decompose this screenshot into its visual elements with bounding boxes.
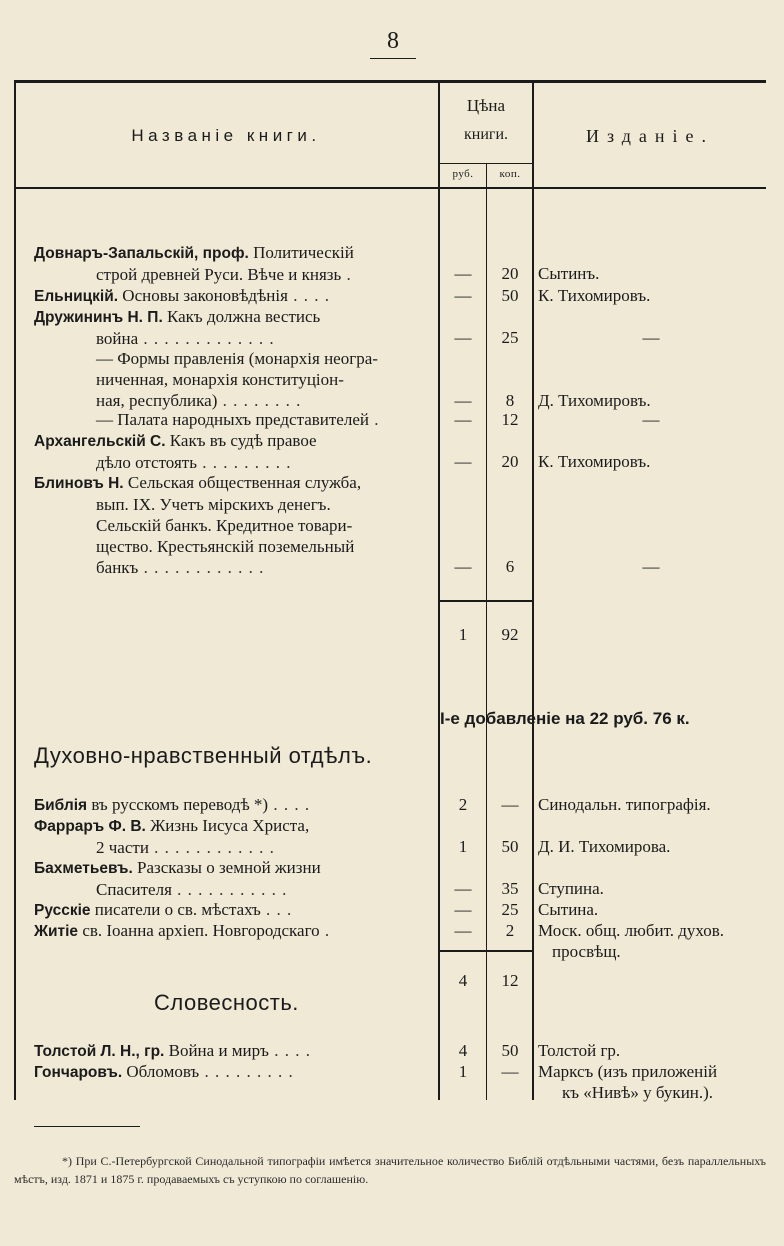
table-top-rule: [14, 80, 766, 83]
table-left-border: [14, 80, 16, 1100]
leader-dots: . . . . . . . . . . . .: [148, 838, 275, 857]
price-column-header-line2: книги.: [463, 126, 509, 143]
entry-text: св. Іоанна архіеп. Новгородскаго: [78, 921, 320, 940]
edition-publisher: —: [642, 557, 660, 576]
price-rub: 4: [458, 1041, 468, 1060]
entry-line: [34, 536, 432, 557]
leader-dots: . . . .: [287, 286, 330, 305]
page-number: 8: [387, 28, 399, 54]
entry-line: [34, 837, 432, 858]
entry-title: [34, 409, 432, 430]
price-kop: 6: [505, 557, 515, 576]
leader-dots: .: [341, 265, 352, 284]
entry-title: [34, 1040, 432, 1062]
entry-text: банкъ: [96, 558, 139, 577]
entry-line: [34, 794, 432, 816]
entry-line: [34, 348, 432, 369]
leader-dots: . . . . . . . . .: [199, 1062, 294, 1081]
entry-text: — Палата народныхъ представителей: [96, 410, 369, 429]
leader-dots: . . . .: [268, 1041, 311, 1060]
entry-text: ниченная, монархія конституціон-: [96, 370, 344, 389]
price-rub: —: [454, 557, 472, 576]
section-heading-spiritual: Духовно-нравственный отдѣлъ.: [34, 743, 373, 768]
leader-dots: . . . . . . . . . . .: [171, 880, 288, 899]
entry-line: [34, 899, 432, 921]
entry-text: строй древней Руси. Вѣче и князь: [96, 265, 342, 284]
col-divider-rub: [438, 82, 440, 1100]
price-rub: —: [454, 391, 472, 410]
entry-title: [34, 899, 432, 921]
entry-author: Гончаровъ.: [34, 1064, 123, 1081]
entry-line: [34, 515, 432, 536]
entry-author: Толстой Л. Н., гр.: [34, 1043, 165, 1060]
edition-publisher: Д. Тихомировъ.: [538, 391, 651, 410]
entry-line: [34, 242, 432, 264]
entry-line: [34, 409, 432, 430]
section2-sum-rule: [440, 950, 532, 952]
price-rub: —: [454, 286, 472, 305]
entry-author: Русскіе: [34, 902, 91, 919]
title-column-header: Названіе книги.: [131, 126, 321, 145]
entry-line: [34, 472, 432, 494]
entry-author: Блиновъ Н.: [34, 475, 124, 492]
entry-text: Война и миръ: [164, 1041, 269, 1060]
entry-line: [34, 920, 432, 942]
leader-dots: . . . . . . . . .: [196, 453, 292, 472]
price-kop: 25: [501, 328, 519, 347]
entry-line: [34, 494, 432, 515]
price-kop: 20: [501, 264, 519, 283]
footnote: *) При С.-Петербургской Синодальной типографіи имѣется значительное количество Библій отдѣльными частями, безъ параллельныхъ мѣстъ, изд. 1871 и 1875 г. продаваемыхъ съ уступкою по соглашенію.: [14, 1154, 766, 1186]
footnote-rule: [34, 1126, 140, 1127]
kop-subheader: коп.: [499, 168, 521, 180]
entry-author: Архангельскій С.: [34, 433, 166, 450]
edition-publisher: —: [642, 328, 660, 347]
entry-title: [34, 306, 432, 349]
header-bottom-rule: [14, 187, 766, 189]
entry-title: [34, 242, 432, 285]
edition-publisher: К. Тихомировъ.: [538, 286, 651, 305]
entry-title: [34, 348, 432, 411]
section2-total-rub: 4: [458, 971, 468, 990]
entry-text: Разсказы о земной жизни: [132, 858, 321, 877]
edition-publisher: Синодальн. типографія.: [538, 795, 711, 814]
price-kop: 50: [501, 286, 519, 305]
leader-dots: . . . . . . . .: [217, 391, 302, 410]
entry-line: [34, 1061, 432, 1083]
leader-dots: . . .: [260, 900, 293, 919]
price-kop: 50: [501, 1041, 519, 1060]
price-rub: —: [454, 452, 472, 471]
entry-line: [34, 285, 432, 307]
leader-dots: .: [319, 921, 331, 940]
entry-line: [34, 1040, 432, 1062]
entry-text: въ русскомъ переводѣ *): [87, 795, 269, 814]
entry-text: Какъ въ судѣ правое: [165, 431, 317, 450]
edition-publisher: Д. И. Тихомирова.: [538, 837, 671, 856]
price-kop: 12: [501, 410, 519, 429]
entry-text: война: [96, 329, 139, 348]
edition-publisher: Сытина.: [538, 900, 599, 919]
price-rub: 1: [458, 837, 468, 856]
price-rub: —: [454, 328, 472, 347]
entry-text: Какъ должна вестись: [162, 307, 321, 326]
price-kop: 2: [505, 921, 515, 940]
edition-column-header: Изданіе.: [585, 126, 715, 146]
price-rub: —: [454, 410, 472, 429]
entry-text: Основы законовѣдѣнія: [118, 286, 288, 305]
entry-line: [34, 369, 432, 390]
entry-line: [34, 857, 432, 879]
edition-publisher: —: [642, 410, 660, 429]
price-rub: 2: [458, 795, 468, 814]
entry-text: ная, республика): [96, 391, 218, 410]
entry-line: [34, 390, 432, 411]
entry-title: [34, 1061, 432, 1083]
price-kop: 35: [501, 879, 519, 898]
price-rub: —: [454, 264, 472, 283]
entry-text: Жизнь Іисуса Христа,: [145, 816, 310, 835]
edition-publisher: Сытинъ.: [538, 264, 600, 283]
entry-line: [34, 815, 432, 837]
entry-text: Обломовъ: [122, 1062, 200, 1081]
col-divider-edition: [532, 82, 534, 1100]
entry-line: [34, 306, 432, 328]
entry-line: [34, 452, 432, 473]
entry-text: писатели о св. мѣстахъ: [90, 900, 261, 919]
entry-title: [34, 472, 432, 578]
price-kop: —: [501, 1062, 519, 1081]
entry-text: дѣло отстоять: [96, 453, 197, 472]
price-rub: —: [454, 879, 472, 898]
entry-text: щество. Крестьянскій поземельный: [96, 537, 355, 556]
price-kop: —: [501, 795, 519, 814]
entry-author: Бахметьевъ.: [34, 860, 133, 877]
section2-total-kop: 12: [501, 971, 519, 990]
entry-author: Ельницкій.: [34, 288, 119, 305]
edition-publisher: просвѣщ.: [552, 942, 621, 961]
addition-note: I-е добавленіе на 22 руб. 76 к.: [440, 709, 690, 728]
entry-author: Житіе: [34, 923, 79, 940]
rub-subheader: руб.: [452, 168, 474, 180]
price-kop: 25: [501, 900, 519, 919]
entry-line: [34, 557, 432, 578]
section-heading-literature: Словесность.: [154, 990, 299, 1015]
entry-author: Дружининъ Н. П.: [34, 309, 163, 326]
page-number-rule: [370, 58, 416, 59]
entry-text: Сельская общественная служба,: [123, 473, 362, 492]
section1-sum-rule: [440, 600, 532, 602]
entry-line: [34, 328, 432, 349]
price-kop: 8: [505, 391, 515, 410]
leader-dots: .: [368, 410, 380, 429]
entry-title: [34, 920, 432, 942]
edition-publisher: къ «Нивѣ» у букин.).: [562, 1083, 714, 1102]
entry-author: Фарраръ Ф. В.: [34, 818, 146, 835]
entry-title: [34, 794, 432, 816]
entry-line: [34, 264, 432, 285]
entry-author: Библія: [34, 797, 88, 814]
entry-line: [34, 879, 432, 900]
section1-total-kop: 92: [501, 625, 519, 644]
price-column-header-line1: Цѣна: [466, 96, 506, 115]
entry-text: Политическій: [248, 243, 354, 262]
entry-text: Спасителя: [96, 880, 172, 899]
entry-text: 2 части: [96, 838, 149, 857]
entry-title: [34, 815, 432, 858]
price-rub: 1: [458, 1062, 468, 1081]
leader-dots: . . . . . . . . . . . . .: [138, 329, 275, 348]
edition-publisher: Марксъ (изъ приложеній: [538, 1062, 718, 1081]
entry-title: [34, 430, 432, 473]
edition-publisher: К. Тихомировъ.: [538, 452, 651, 471]
entry-title: [34, 285, 432, 307]
edition-publisher: Моск. общ. любит. духов.: [538, 921, 725, 940]
edition-publisher: Ступина.: [538, 879, 604, 898]
entry-text: Сельскій банкъ. Кредитное товари-: [96, 516, 353, 535]
price-kop: 50: [501, 837, 519, 856]
entry-line: [34, 430, 432, 452]
edition-publisher: Толстой гр.: [538, 1041, 621, 1060]
price-kop: 20: [501, 452, 519, 471]
entry-author: Довнаръ-Запальскій, проф.: [34, 245, 249, 262]
price-rub: —: [454, 900, 472, 919]
entry-title: [34, 857, 432, 900]
entry-text: вып. IX. Учетъ мірскихъ денегъ.: [96, 495, 331, 514]
section1-total-rub: 1: [458, 625, 468, 644]
col-divider-kop: [486, 163, 487, 1100]
entry-text: — Формы правленія (монархія неогра-: [96, 349, 378, 368]
price-rub: —: [454, 921, 472, 940]
leader-dots: . . . .: [268, 795, 311, 814]
leader-dots: . . . . . . . . . . . .: [138, 558, 265, 577]
